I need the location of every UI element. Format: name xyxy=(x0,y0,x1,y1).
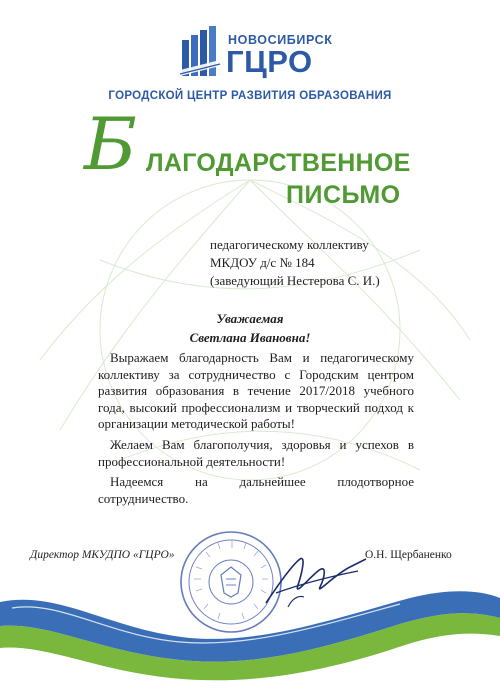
title-line-2: ПИСЬМО xyxy=(286,181,401,209)
body-paragraph-1: Выражаем благодарность Вам и педагогическому коллективу за сотрудничество с Городским центром развития образования в течение 2017/2018 учебного года, высокий профессионализм и творческий подход к организации методической работы! xyxy=(98,350,414,432)
recipient-line-2: МКДОУ д/с № 184 xyxy=(210,255,315,270)
recipient-block xyxy=(210,236,380,290)
signatory-name: О.Н. Щербаненко xyxy=(365,549,452,561)
signatory-position: Директор МКУДПО «ГЦРО» xyxy=(30,549,175,561)
salutation-line-2: Светлана Ивановна! xyxy=(189,330,311,345)
organization-name: ГОРОДСКОЙ ЦЕНТР РАЗВИТИЯ ОБРАЗОВАНИЯ xyxy=(108,90,392,102)
title-initial-letter: Б xyxy=(84,102,137,186)
handwritten-signature-icon xyxy=(258,545,368,615)
letter-body xyxy=(98,350,414,511)
salutation xyxy=(0,309,500,347)
title-line-1: ЛАГОДАРСТВЕННОЕ xyxy=(146,149,411,177)
recipient-line-1: педагогическому коллективу xyxy=(210,237,369,252)
recipient-line-3: (заведующий Нестерова С. И.) xyxy=(210,273,380,288)
body-paragraph-3: Надеемся на дальнейшее плодотворное сотрудничество. xyxy=(98,474,414,506)
logo-name: ГЦРО xyxy=(226,44,313,79)
salutation-line-1: Уважаемая xyxy=(216,311,284,326)
logo-city: НОВОСИБИРСК xyxy=(228,33,333,47)
body-paragraph-2: Желаем Вам благополучия, здоровья и успехов в профессиональной деятельности! xyxy=(98,436,414,469)
